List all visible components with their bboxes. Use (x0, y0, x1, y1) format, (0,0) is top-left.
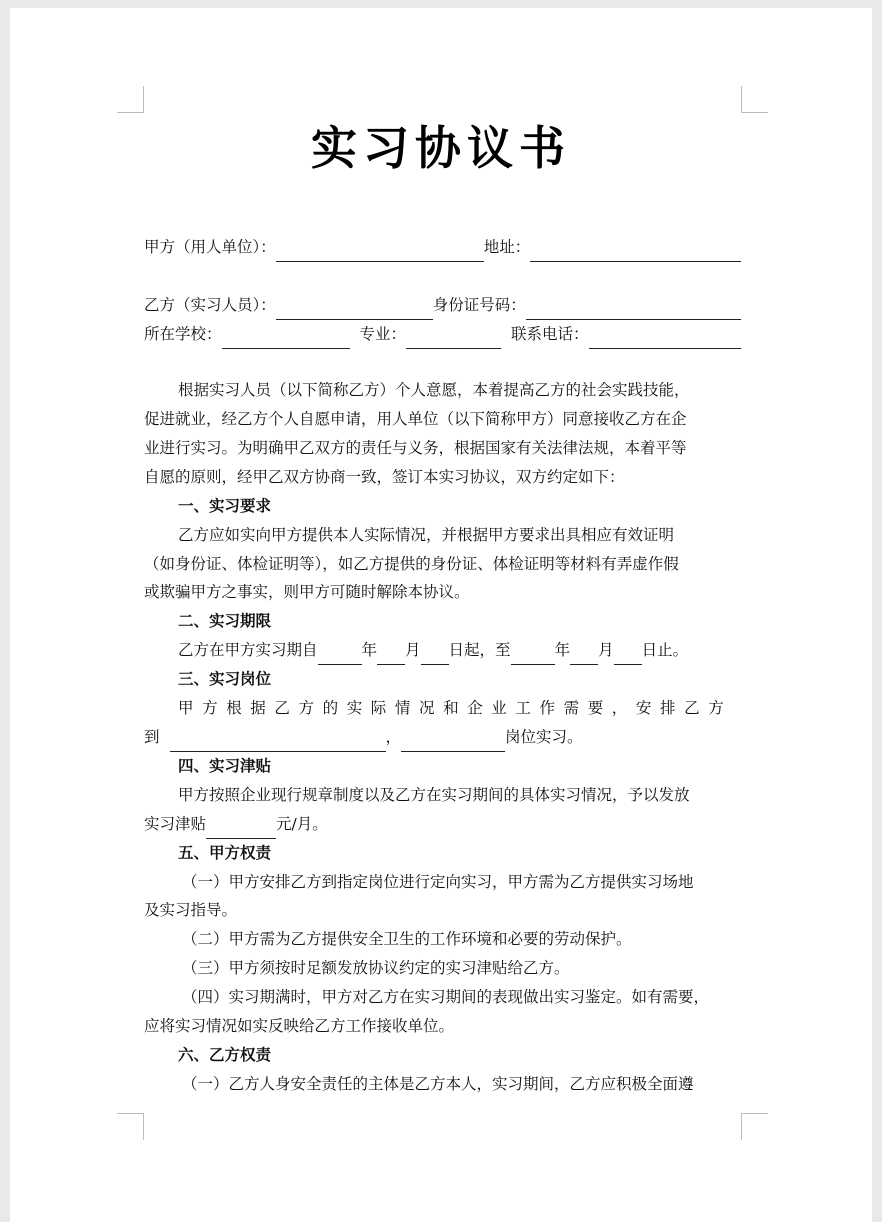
month-label: 月 (405, 641, 421, 659)
school-label: 所在学校： (144, 325, 222, 343)
section-5-item: （三）甲方须按时足额发放协议约定的实习津贴给乙方。 (182, 959, 570, 977)
party-b-label: 乙方（实习人员）： (144, 296, 276, 314)
end-month-blank[interactable] (570, 645, 598, 665)
section-5-item: 及实习指导。 (144, 901, 238, 919)
section-3-post-row (144, 723, 741, 752)
period-text: 日止。 (641, 641, 689, 659)
period-text: 乙方在甲方实习期自 (178, 641, 318, 659)
crop-mark-top-right (741, 86, 768, 113)
year-label: 年 (554, 641, 571, 659)
crop-mark-bottom-right (741, 1113, 768, 1140)
period-text: 日起，至 (448, 641, 511, 659)
school-row (144, 320, 741, 349)
section-5-item: （二）甲方需为乙方提供安全卫生的工作环境和必要的劳动保护。 (182, 930, 632, 948)
id-label: 身份证号码： (432, 296, 526, 314)
month-label: 月 (598, 641, 614, 659)
crop-mark-top-left (117, 86, 144, 113)
major-label: 专业： (359, 325, 407, 343)
party-a-row (144, 233, 741, 262)
section-2-heading: 二、实习期限 (178, 612, 272, 630)
major-blank[interactable] (406, 329, 501, 349)
section-5-item: 应将实习情况如实反映给乙方工作接收单位。 (144, 1017, 455, 1035)
start-year-blank[interactable] (318, 645, 362, 665)
section-3-line: 甲方根据乙方的实际情况和企业工作需要，安排乙方 (178, 699, 733, 717)
allowance-row (144, 810, 741, 839)
post-blank[interactable] (401, 732, 505, 752)
section-4-heading: 四、实习津贴 (178, 757, 272, 775)
section-2-period-row (144, 636, 775, 665)
end-year-blank[interactable] (511, 645, 555, 665)
to-label: 到 (144, 728, 160, 746)
school-blank[interactable] (222, 329, 350, 349)
allowance-unit: 元/月。 (276, 815, 328, 833)
party-b-row (144, 291, 741, 320)
department-blank[interactable] (170, 732, 386, 752)
section-5-item: （一）甲方安排乙方到指定岗位进行定向实习，甲方需为乙方提供实习场地 (182, 873, 694, 891)
party-a-blank[interactable] (276, 242, 484, 262)
address-label: 地址： (483, 238, 531, 256)
id-blank[interactable] (526, 300, 741, 320)
party-a-label: 甲方（用人单位）： (144, 238, 276, 256)
comma: ， (385, 728, 402, 746)
section-1-line: 或欺骗甲方之事实，则甲方可随时解除本协议。 (144, 583, 470, 601)
intro-line: 业进行实习。为明确甲乙双方的责任与义务，根据国家有关法律法规，本着平等 (144, 439, 687, 457)
allowance-blank[interactable] (206, 819, 276, 839)
start-month-blank[interactable] (377, 645, 405, 665)
section-3-heading: 三、实习岗位 (178, 670, 272, 688)
end-day-blank[interactable] (614, 645, 642, 665)
phone-blank[interactable] (589, 329, 741, 349)
post-label: 岗位实习。 (505, 728, 583, 746)
section-5-item: （四）实习期满时，甲方对乙方在实习期间的表现做出实习鉴定。如有需要， (182, 988, 710, 1006)
document-page (10, 8, 872, 1222)
party-b-blank[interactable] (276, 300, 433, 320)
allowance-label: 实习津贴 (144, 815, 207, 833)
section-1-line: 乙方应如实向甲方提供本人实际情况，并根据甲方要求出具相应有效证明 (178, 526, 675, 544)
start-day-blank[interactable] (421, 645, 449, 665)
section-5-heading: 五、甲方权责 (178, 844, 272, 862)
document-title: 实习协议书 (311, 121, 571, 175)
intro-line: 根据实习人员（以下简称乙方）个人意愿，本着提高乙方的社会实践技能， (178, 381, 690, 399)
section-4-line: 甲方按照企业现行规章制度以及乙方在实习期间的具体实习情况，予以发放 (178, 786, 690, 804)
section-6-heading: 六、乙方权责 (178, 1046, 272, 1064)
section-1-heading: 一、实习要求 (178, 497, 272, 515)
year-label: 年 (361, 641, 378, 659)
phone-label: 联系电话： (511, 325, 589, 343)
section-1-line: （如身份证、体检证明等），如乙方提供的身份证、体检证明等材料有弄虚作假 (144, 555, 679, 573)
section-6-item: （一）乙方人身安全责任的主体是乙方本人，实习期间，乙方应积极全面遵 (182, 1075, 694, 1093)
intro-line: 自愿的原则，经甲乙双方协商一致，签订本实习协议，双方约定如下： (144, 468, 625, 486)
intro-line: 促进就业，经乙方个人自愿申请，用人单位（以下简称甲方）同意接收乙方在企 (144, 410, 687, 428)
address-blank[interactable] (530, 242, 741, 262)
crop-mark-bottom-left (117, 1113, 144, 1140)
